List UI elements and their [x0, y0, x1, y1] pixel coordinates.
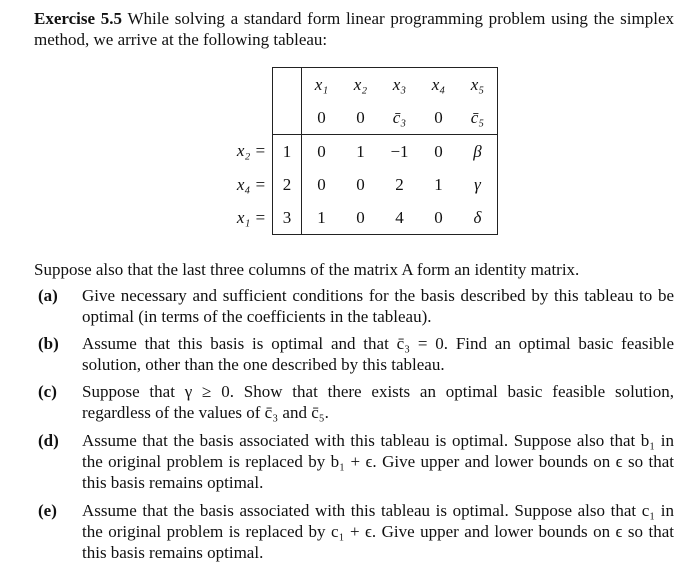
exercise-intro [34, 8, 674, 50]
part-b [34, 333, 674, 375]
cell-r2-c2: 0 [356, 174, 365, 194]
suppose-paragraph: Suppose also that the last three columns of the matrix A form an identity matrix. [34, 260, 580, 279]
col-header-x2: x₂ [341, 68, 380, 102]
row-label-x1: x₁ = [236, 207, 266, 227]
part-c-text: Suppose that γ ≥ 0. Show that there exists an optimal basic feasible solution, regardless of the values of c̄₃ and c̄₅. [82, 382, 674, 422]
reduced-cost-3: c̄₃ [380, 101, 419, 135]
part-a-text: Give necessary and sufficient conditions for the basis described by this tableau to be optimal (in terms of the coefficients in the tableau). [82, 286, 674, 326]
tableau-corner [273, 68, 302, 102]
reduced-cost-5: c̄₅ [458, 101, 498, 135]
cost-cell [273, 101, 302, 135]
cell-r2-c1: 0 [317, 174, 326, 194]
rhs-3: 3 [273, 201, 302, 235]
cell-r1-c5: β [458, 135, 498, 169]
reduced-cost-1: 0 [302, 101, 342, 135]
row-label-x4: x₄ = [236, 174, 266, 194]
cell-r2-c5: γ [458, 168, 498, 201]
cell-r1-c3: −1 [390, 141, 409, 161]
cell-r3-c1: 1 [302, 201, 342, 235]
reduced-cost-4: 0 [419, 101, 458, 135]
cell-r1-c4: 0 [434, 141, 443, 161]
part-a [34, 285, 674, 327]
part-a-label: (a) [38, 286, 58, 305]
cell-r3-c2: 0 [341, 201, 380, 235]
cell-r1-c2: 1 [356, 141, 365, 161]
part-d-text: Assume that the basis associated with this tableau is optimal. Suppose also that b₁ in the original problem is replaced by b₁ + ϵ. Give upper and lower bounds on ϵ so that this basis remains optimal. [82, 431, 674, 492]
exercise-heading: Exercise 5.5 [34, 9, 123, 28]
reduced-cost-2: 0 [341, 101, 380, 135]
col-header-x4: x₄ [419, 68, 458, 102]
cell-r3-c4: 0 [419, 201, 458, 235]
cell-r1-c1: 0 [317, 141, 326, 161]
cell-r3-c5: δ [458, 201, 498, 235]
part-b-label: (b) [38, 334, 59, 353]
part-b-text: Assume that this basis is optimal and that c̄₃ = 0. Find an optimal basic feasible solution, other than the one described by this tableau. [82, 334, 674, 374]
col-header-x3: x₃ [380, 68, 419, 102]
row-label-x2: x₂ = [236, 141, 266, 161]
part-d [34, 430, 674, 493]
cell-r2-c4: 1 [434, 174, 443, 194]
rhs-1: 1 [273, 135, 302, 169]
cell-r3-c3: 4 [380, 201, 419, 235]
part-e-label: (e) [38, 501, 57, 520]
part-d-label: (d) [38, 431, 59, 450]
simplex-tableau [204, 67, 498, 235]
exercise-intro-text: While solving a standard form linear programming problem using the simplex method, we arrive at the following tableau: [34, 9, 674, 49]
rhs-2: 2 [273, 168, 302, 201]
col-header-x5: x₅ [458, 68, 498, 102]
part-c [34, 381, 674, 423]
cell-r2-c3: 2 [395, 174, 404, 194]
col-header-x1: x₁ [302, 68, 342, 102]
part-e [34, 500, 674, 563]
part-e-text: Assume that the basis associated with this tableau is optimal. Suppose also that c₁ in the original problem is replaced by c₁ + ϵ. Give upper and lower bounds on ϵ so that this basis remains optimal. [82, 501, 674, 562]
part-c-label: (c) [38, 382, 57, 401]
